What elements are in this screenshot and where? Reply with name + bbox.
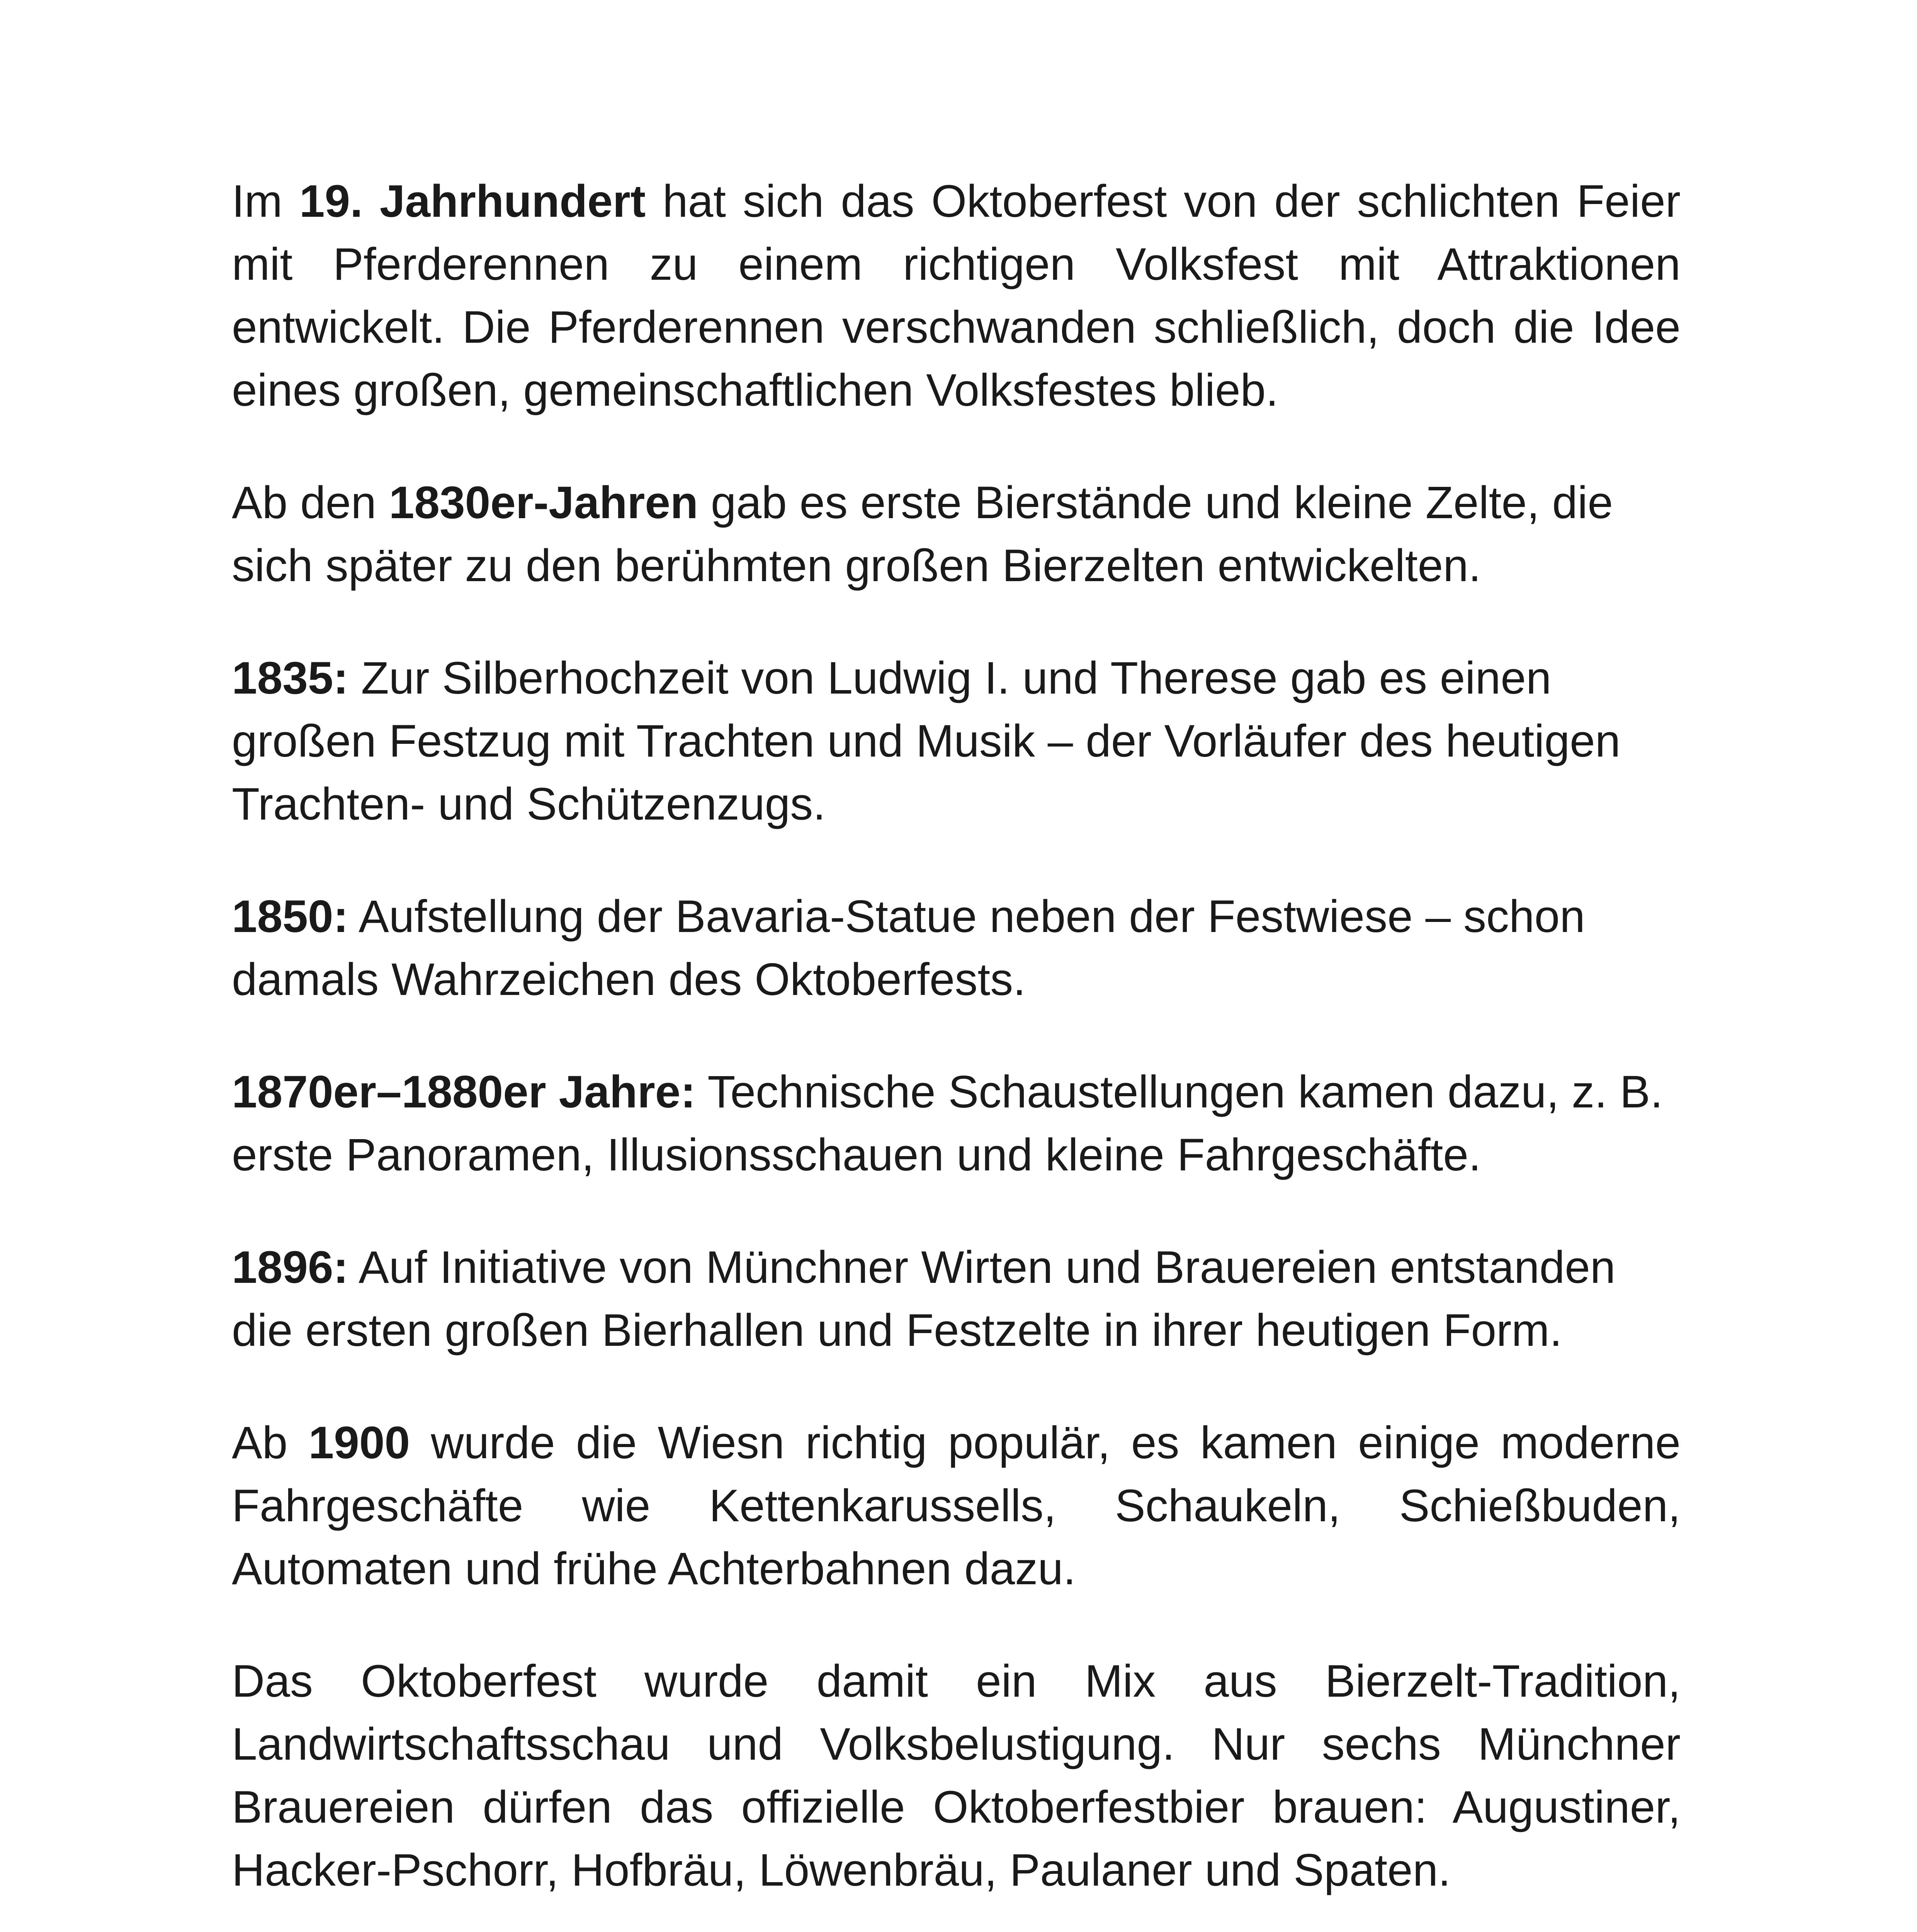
bold-term: 19. Jahrhundert	[299, 176, 646, 227]
paragraph-1896: 1896: Auf Initiative von Münchner Wirten und Brauereien entstanden die ersten großen Bierhallen und Festzelte in ihrer heutigen Form.	[232, 1242, 1616, 1356]
bold-year: 1835:	[232, 653, 348, 704]
bold-year: 1870er–1880er Jahre:	[232, 1066, 696, 1117]
document-body	[232, 170, 1681, 1932]
bold-term: 1830er-Jahren	[389, 477, 698, 528]
paragraph-1835: 1835: Zur Silberhochzeit von Ludwig I. und Therese gab es einen großen Festzug mit Trachten und Musik – der Vorläufer des heutigen Trachten- und Schützenzugs.	[232, 653, 1621, 830]
paragraph-1870s-1880s: 1870er–1880er Jahre: Technische Schaustellungen kamen dazu, z. B. erste Panoramen, Illusionsschauen und kleine Fahrgeschäfte.	[232, 1066, 1663, 1180]
paragraph-1830s: Ab den 1830er-Jahren gab es erste Bierstände und kleine Zelte, die sich später zu den berühmten großen Bierzelten entwickelten.	[232, 477, 1613, 591]
bold-year: 1850:	[232, 891, 348, 942]
paragraph-1850: 1850: Aufstellung der Bavaria-Statue neben der Festwiese – schon damals Wahrzeichen des Oktoberfests.	[232, 891, 1585, 1005]
bold-year: 1896:	[232, 1242, 348, 1293]
bold-year: 1900	[308, 1417, 410, 1468]
paragraph-breweries: Das Oktoberfest wurde damit ein Mix aus Bierzelt-Tradition, Landwirtschaftsschau und Volksbelustigung. Nur sechs Münchner Brauereien dürfen das offizielle Oktoberfestbier brauen: Augustiner, Hacker-Pschorr, Hofbräu, Löwenbräu, Paulaner und Spaten.	[232, 1656, 1681, 1896]
paragraph-1900: Ab 1900 wurde die Wiesn richtig populär, es kamen einige moderne Fahrgeschäfte wie Kettenkarussells, Schaukeln, Schießbuden, Automaten und frühe Achterbahnen dazu.	[232, 1417, 1681, 1594]
paragraph-19th-century: Im 19. Jahrhundert hat sich das Oktoberfest von der schlichten Feier mit Pferderennen zu einem richtigen Volksfest mit Attraktionen entwickelt. Die Pferderennen verschwanden schließlich, doch die Idee eines großen, gemeinschaftlichen Volksfestes blieb.	[232, 176, 1681, 416]
